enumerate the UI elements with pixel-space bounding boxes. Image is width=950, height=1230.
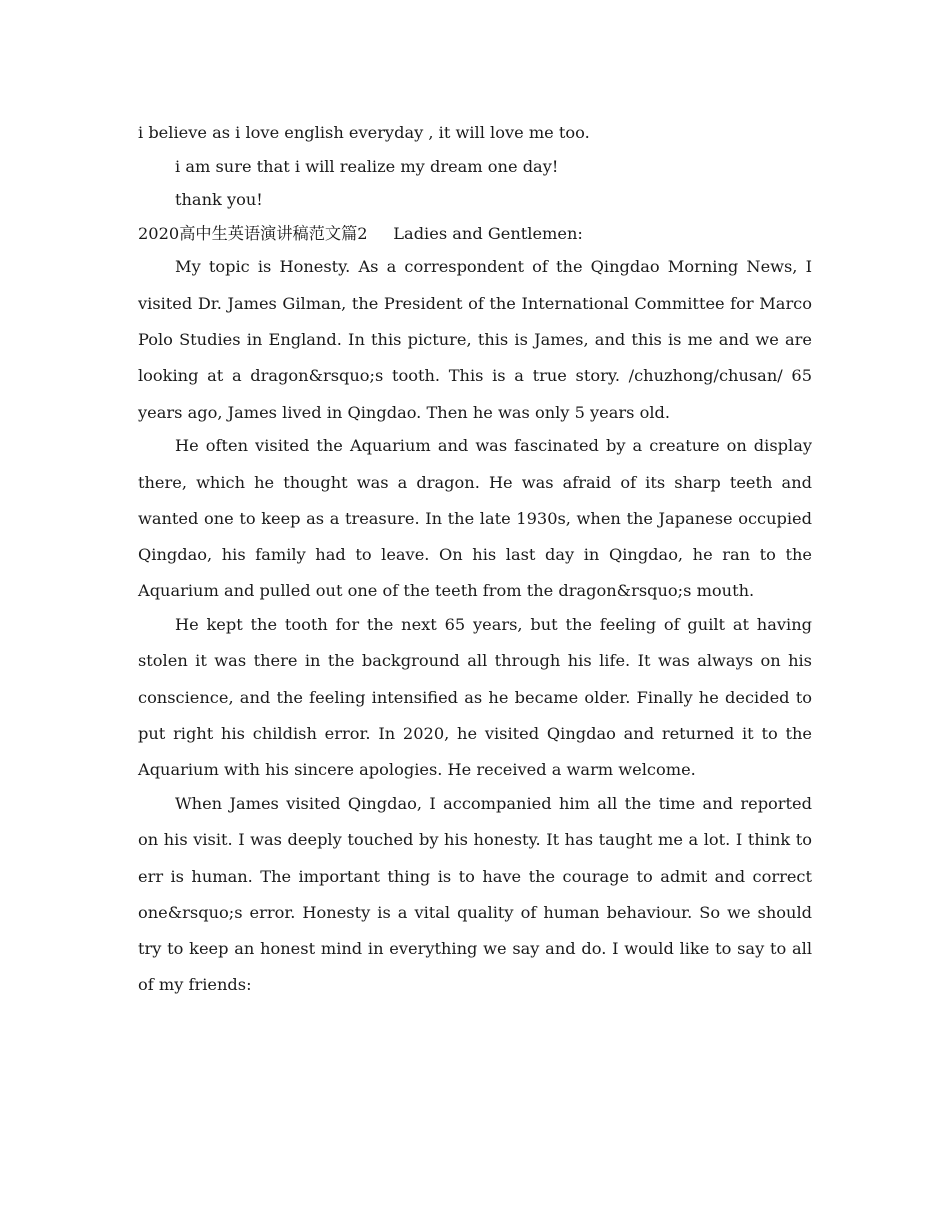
body-paragraph: He kept the tooth for the next 65 years, but the feeling of guilt at having stolen it was there in the background all through his life. It was always on his conscience, and the feeling intensified as he became older. Finally he decided to put right his childish error. In 2020, he visited Qingdao and returned it to the Aquarium with his sincere apologies. He received a warm welcome. bbox=[138, 615, 812, 780]
body-paragraph: My topic is Honesty. As a correspondent of the Qingdao Morning News, I visited Dr. James Gilman, the President of the International Committee for Marco Polo Studies in England. In this picture, this is James, and this is me and we are looking at a dragon&rsquo;s tooth. This is a true story. /chuzhong/chusan/ 65 years ago, James lived in Qingdao. Then he was only 5 years old. bbox=[138, 257, 812, 422]
section-heading bbox=[138, 217, 812, 251]
heading-title: 2020高中生英语演讲稿范文篇2 bbox=[138, 224, 368, 244]
document-page bbox=[138, 116, 812, 1004]
heading-greeting: Ladies and Gentlemen: bbox=[393, 224, 583, 244]
closing-line: i am sure that i will realize my dream one day! bbox=[175, 156, 559, 176]
closing-line: thank you! bbox=[175, 190, 263, 210]
body-paragraph: He often visited the Aquarium and was fascinated by a creature on display there, which he thought was a dragon. He was afraid of its sharp teeth and wanted one to keep as a treasure. In the late 1930s, when the Japanese occupied Qingdao, his family had to leave. On his last day in Qingdao, he ran to the Aquarium and pulled out one of the teeth from the dragon&rsquo;s mouth. bbox=[138, 436, 812, 601]
closing-line: i believe as i love english everyday , it will love me too. bbox=[138, 123, 590, 142]
body-paragraph: When James visited Qingdao, I accompanied him all the time and reported on his visit. I was deeply touched by his honesty. It has taught me a lot. I think to err is human. The important thing is to have the courage to admit and correct one&rsquo;s error. Honesty is a vital quality of human behaviour. So we should try to keep an honest mind in everything we say and do. I would like to say to all of my friends: bbox=[138, 793, 812, 995]
